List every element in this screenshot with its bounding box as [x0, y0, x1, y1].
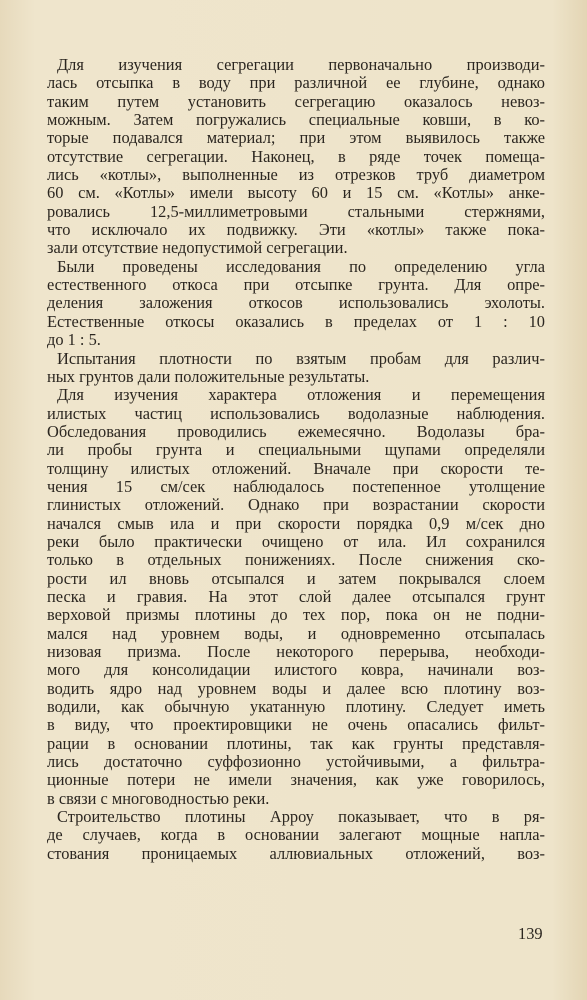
text-line: начался смыв ила и при скорости порядка 0,9 м/сек дно: [47, 514, 545, 533]
text-line: водили, как обычную укатанную плотину. Следует иметь: [47, 698, 545, 717]
text-line: мого для консолидации илистого ковра, начинали воз-: [47, 661, 545, 680]
text-line: ровались 12,5-миллиметровыми стальными стержнями,: [47, 202, 545, 221]
text-line: Естественные откосы оказались в пределах от 1 : 10: [47, 312, 545, 331]
text-line: реки было практически очищено от ила. Ил сохранился: [47, 532, 545, 551]
text-line: ных грунтов дали положительные результаты.: [47, 367, 370, 386]
text-line: песка и гравия. На этот слой далее отсыпался грунт: [47, 587, 545, 606]
text-line: мался над уровнем воды, и одновременно отсыпалась: [47, 624, 545, 643]
text-line: лись достаточно суффозионно устойчивыми, а фильтра-: [47, 753, 545, 772]
text-line: Были проведены исследования по определению угла: [57, 257, 545, 276]
text-line: рации в основании плотины, так как грунты представля-: [47, 734, 545, 753]
text-line: верховой призмы плотины до тех пор, пока он не подни-: [47, 606, 545, 625]
text-line: естественного откоса при отсыпке грунта. Для опре-: [47, 276, 545, 295]
text-line: ли пробы грунта и специальными щупами определяли: [47, 441, 545, 460]
text-line: зали отсутствие недопустимой сегрегации.: [47, 239, 348, 258]
text-line: можным. Затем погружались специальные ковши, в ко-: [47, 111, 545, 130]
text-line: до 1 : 5.: [47, 331, 101, 350]
text-line: лась отсыпка в воду при различной ее глубине, однако: [47, 74, 545, 93]
text-line: таким путем установить сегрегацию оказалось невоз-: [47, 92, 545, 111]
text-line: Для изучения сегрегации первоначально производи-: [57, 56, 545, 74]
text-line: лись «котлы», выполненные из отрезков труб диаметром: [47, 166, 545, 185]
text-line: низовая призма. После некоторого перерыва, необходи-: [47, 643, 545, 661]
body-text: [47, 56, 545, 863]
text-line: в виду, что проектировщики не очень опасались фильт-: [47, 716, 545, 735]
text-line: чения 15 см/сек наблюдалось постепенное утолщение: [47, 477, 545, 496]
page-number: 139: [518, 924, 543, 943]
text-line: 60 см. «Котлы» имели высоту 60 и 15 см. «Котлы» анке-: [47, 184, 545, 203]
text-line: глинистых отложений. Однако при возрастании скорости: [47, 496, 545, 515]
text-line: стования проницаемых аллювиальных отложений, воз-: [47, 844, 545, 863]
text-line: водить ядро над уровнем воды и далее всю плотину воз-: [47, 679, 545, 698]
text-line: что исключало их подвижку. Эти «котлы» также пока-: [47, 221, 545, 240]
text-line: де случаев, когда в основании залегают мощные напла-: [47, 826, 545, 845]
text-line: торые подавался материал; при этом выявилось также: [47, 129, 545, 148]
text-line: рости ил вновь отсыпался и затем покрывался слоем: [47, 569, 545, 588]
text-line: ционные потери не имели значения, как уже говорилось,: [47, 771, 545, 790]
text-line: отсутствие сегрегации. Наконец, в ряде точек помеща-: [47, 147, 545, 166]
text-line: Для изучения характера отложения и перемещения: [57, 386, 545, 405]
text-line: Испытания плотности по взятым пробам для различ-: [57, 349, 545, 368]
text-line: толщину илистых отложений. Вначале при скорости те-: [47, 459, 545, 478]
text-line: деления заложения откосов использовались эхолоты.: [47, 294, 545, 313]
text-line: илистых частиц использовались водолазные наблюдения.: [47, 404, 545, 423]
text-line: Строительство плотины Арроу показывает, что в ря-: [57, 808, 545, 827]
text-line: Обследования проводились ежемесячно. Водолазы бра-: [47, 422, 545, 441]
text-line: в связи с многоводностью реки.: [47, 789, 270, 808]
text-line: только в отдельных понижениях. После снижения ско-: [47, 551, 545, 570]
